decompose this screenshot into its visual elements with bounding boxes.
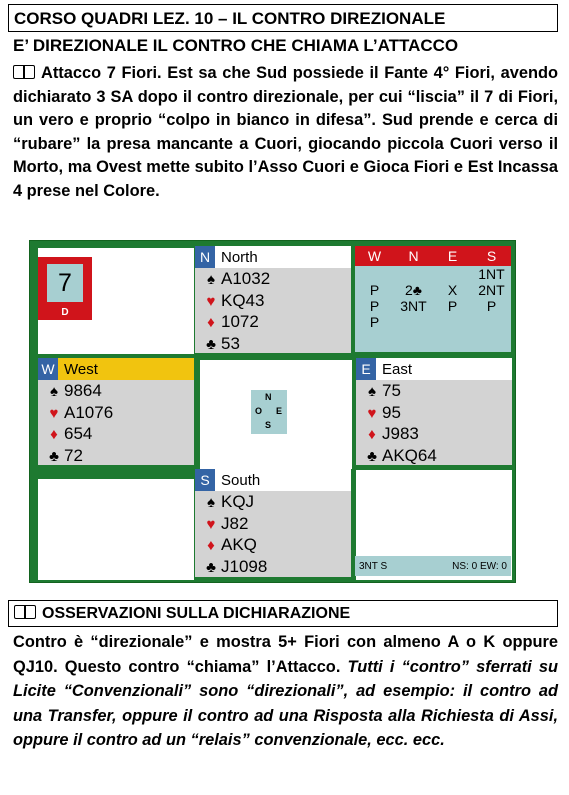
bid-cell: 3NT bbox=[400, 298, 427, 314]
dealer-indicator: D bbox=[61, 307, 69, 318]
west-label: West bbox=[64, 360, 98, 378]
board-number-box bbox=[38, 257, 92, 320]
result-bar bbox=[355, 556, 511, 576]
bid-row bbox=[355, 298, 511, 314]
spade-icon: ♠ bbox=[207, 494, 215, 511]
intro-text: Attacco 7 Fiori. Est sa che Sud possiede il Fante 4° Fiori, avendo dichiarato 3 SA dopo il contro direzionale, per cui “liscia” il 7 di Fiori, un vero e proprio “colpo in bianco in difesa”. Sud prende e cerca di “rubare” la presa mancante a Cuori, giocando piccola Cuori verso il Morto, ma Ovest mette subito l’Asso Cuori e Gioca Fiori e Est Incassa 4 prese nel Colore. bbox=[13, 64, 558, 200]
club-icon: ♣ bbox=[367, 447, 377, 465]
board-number: 7 bbox=[47, 264, 83, 302]
observations-title-box bbox=[8, 600, 558, 627]
intro-paragraph bbox=[13, 62, 558, 203]
bid-cell: P bbox=[369, 282, 380, 298]
bid-cell: P bbox=[369, 298, 380, 314]
bid-cell bbox=[394, 314, 433, 330]
bidding-header bbox=[355, 246, 511, 266]
bid-header-e: E bbox=[447, 248, 458, 264]
east-label: East bbox=[382, 360, 413, 378]
spade-icon: ♠ bbox=[50, 383, 58, 400]
seat-badge-east: E bbox=[356, 358, 376, 380]
north-hand bbox=[195, 246, 351, 353]
bid-header-n: N bbox=[408, 248, 419, 264]
bid-cell: 2NT bbox=[478, 282, 505, 298]
south-hearts: J82 bbox=[221, 513, 249, 533]
bid-cell: P bbox=[486, 298, 497, 314]
bid-cell bbox=[394, 266, 433, 282]
bid-cell: P bbox=[369, 314, 380, 330]
south-label: South bbox=[221, 471, 261, 489]
bid-cell bbox=[355, 266, 394, 282]
subtitle: E’ DIREZIONALE IL CONTRO CHE CHIAMA L’ATTACCO bbox=[13, 36, 459, 55]
north-clubs: 53 bbox=[221, 333, 240, 353]
club-icon: ♣ bbox=[206, 335, 216, 353]
diamond-icon: ♦ bbox=[207, 314, 215, 331]
bid-row bbox=[355, 266, 511, 282]
heart-icon: ♥ bbox=[49, 404, 59, 422]
west-hand bbox=[38, 358, 194, 465]
seat-badge-south: S bbox=[195, 469, 215, 491]
observations-paragraph bbox=[13, 630, 558, 753]
page-title: CORSO QUADRI LEZ. 10 – IL CONTRO DIREZIONALE bbox=[14, 9, 446, 28]
heart-icon: ♥ bbox=[206, 292, 216, 310]
observations-italic-text: Tutti i “contro” sferrati su Licite “Convenzionali” sono “direzionali”, ad esempio: il contro ad una Transfer, oppure il contro ad una Risposta alla Richiesta di Assi, oppure il contro ad un “relais” convenzionale, ecc. ecc. bbox=[13, 657, 558, 750]
book-icon bbox=[13, 65, 35, 79]
west-spades: 9864 bbox=[64, 381, 102, 400]
north-diamonds: 1072 bbox=[221, 312, 259, 331]
north-spades: A1032 bbox=[221, 269, 271, 288]
north-hearts: KQ43 bbox=[221, 290, 265, 310]
compass-n: N bbox=[265, 392, 272, 402]
book-icon bbox=[14, 605, 36, 619]
spade-icon: ♠ bbox=[368, 383, 376, 400]
club-icon: ♣ bbox=[49, 447, 59, 465]
compass-s: S bbox=[265, 420, 272, 430]
bid-cell bbox=[433, 314, 472, 330]
south-clubs: J1098 bbox=[221, 556, 268, 576]
club-icon: ♣ bbox=[206, 558, 216, 576]
east-diamonds: J983 bbox=[382, 424, 419, 443]
diamond-icon: ♦ bbox=[207, 537, 215, 554]
bid-cell: X bbox=[447, 282, 458, 298]
bid-row bbox=[355, 282, 511, 298]
south-hand bbox=[195, 469, 351, 577]
bid-cell: 1NT bbox=[478, 266, 505, 282]
compass-o: O bbox=[255, 406, 263, 416]
east-hand bbox=[356, 358, 512, 465]
compass-e: E bbox=[276, 406, 283, 416]
bidding-table bbox=[355, 246, 511, 352]
bid-cell bbox=[433, 266, 472, 282]
bid-row bbox=[355, 314, 511, 330]
observations-title: OSSERVAZIONI SULLA DICHIARAZIONE bbox=[42, 605, 351, 622]
east-spades: 75 bbox=[382, 381, 401, 400]
contract-label: 3NT S bbox=[359, 560, 388, 572]
west-clubs: 72 bbox=[64, 445, 83, 465]
seat-badge-north: N bbox=[195, 246, 215, 268]
header-title-box bbox=[8, 4, 558, 32]
bid-header-w: W bbox=[367, 248, 382, 264]
seat-badge-west: W bbox=[38, 358, 58, 380]
north-label: North bbox=[221, 248, 258, 266]
east-clubs: AKQ64 bbox=[382, 445, 437, 465]
heart-icon: ♥ bbox=[206, 515, 216, 533]
diamond-icon: ♦ bbox=[368, 426, 376, 443]
south-diamonds: AKQ bbox=[221, 535, 257, 554]
south-spades: KQJ bbox=[221, 492, 255, 511]
score-label: NS: 0 EW: 0 bbox=[452, 560, 507, 572]
empty-cell-bottom-left bbox=[38, 479, 194, 580]
east-hearts: 95 bbox=[382, 402, 401, 422]
west-diamonds: 654 bbox=[64, 424, 93, 443]
bid-cell: 2♣ bbox=[405, 282, 422, 298]
heart-icon: ♥ bbox=[367, 404, 377, 422]
bid-cell bbox=[472, 314, 511, 330]
observations-text: Contro è “direzionale” e mostra 5+ Fiori con almeno A o K oppure QJ10. Questo contro “chiama” l’Attacco. bbox=[13, 633, 558, 676]
west-hearts: A1076 bbox=[64, 402, 114, 422]
bid-cell: P bbox=[447, 298, 458, 314]
diamond-icon: ♦ bbox=[50, 426, 58, 443]
compass-icon bbox=[251, 390, 287, 434]
spade-icon: ♠ bbox=[207, 271, 215, 288]
bid-header-s: S bbox=[486, 248, 497, 264]
